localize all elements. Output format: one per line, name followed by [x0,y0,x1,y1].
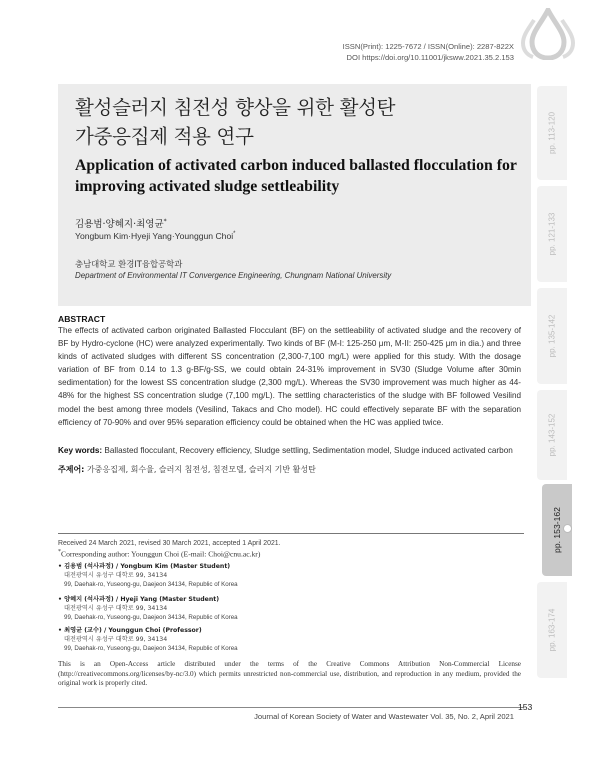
corresponding-author-text: Corresponding author: Younggun Choi (E-mail: Choi@cnu.ac.kr) [61,549,261,559]
journal-citation: Journal of Korean Society of Water and Wastewater Vol. 35, No. 2, April 2021 [254,712,514,721]
keywords-label: Key words: [58,446,103,455]
side-tab-135-142[interactable] [537,288,567,384]
korean-title-line-1: 활성슬러지 침전성 향상을 위한 활성탄 [75,96,396,119]
author-info-kim: • 김용범 (석사과정) / Yongbum Kim (Master Student) 대전광역시 유성구 대학로 99, 34134 99, Daehak-ro, Yuseong-gu, Daejeon 34134, Republic of Korea [58,563,478,589]
side-tab-121-133[interactable] [537,186,567,282]
corresponding-mark: * [233,231,236,238]
side-tab-label: pp. 135-142 [547,314,557,358]
keywords-korean [58,464,528,475]
affiliation-korean: 충남대학교 환경IT융합공학과 [75,259,183,269]
author-address-korean: 대전광역시 유성구 대학로 99, 34134 [64,635,168,643]
korean-title [75,93,525,151]
side-tab-label: pp. 113-120 [547,111,557,155]
received-dates: Received 24 March 2021, revised 30 March 2021, accepted 1 April 2021. [58,540,281,547]
keywords [58,446,528,455]
author-name: 양혜지 (석사과정) / Hyeji Yang (Master Student) [64,596,220,603]
side-tab-163-174[interactable] [537,582,567,678]
side-tab-label: pp. 121-133 [547,212,557,256]
author-info-choi: • 최영균 (교수) / Younggun Choi (Professor) 대전광역시 유성구 대학로 99, 34134 99, Daehak-ro, Yuseong-gu, Daejeon 34134, Republic of Korea [58,627,478,653]
affiliation-english: Department of Environmental IT Convergence Engineering, Chungnam National University [75,271,392,280]
keywords-korean-text: 가중응집제, 회수율, 슬러지 침전성, 침전모델, 슬러지 기반 활성탄 [86,465,316,474]
side-tab-label: pp. 163-174 [547,608,557,652]
issn-line: ISSN(Print): 1225-7672 / ISSN(Online): 2287-822X [342,42,514,51]
footnote-divider [58,533,524,534]
keywords-text: Ballasted flocculant, Recovery efficiency, Sludge settling, Sedimentation model, Sludge induced activated carbon [104,446,513,455]
page-number: 153 [518,702,533,712]
authors-english [75,231,235,241]
author-address-korean: 대전광역시 유성구 대학로 99, 34134 [64,571,168,579]
side-tab-113-120[interactable] [537,86,567,180]
corresponding-author [58,549,260,559]
author-name: 김용범 (석사과정) / Yongbum Kim (Master Student) [64,563,231,570]
corresponding-mark: * [163,217,167,225]
open-access-notice: This is an Open-Access article distributed under the terms of the Creative Commons Attribution Non-Commercial License (http://creativecommons.org/licenses/by-nc/3.0) which permits unrestricted non-commercial use, distribution, and reproduction in any medium, provided the original work is properly cited. [58,660,521,688]
author-address-korean: 대전광역시 유성구 대학로 99, 34134 [64,604,168,612]
english-title-line-2: improving activated sludge settleability [75,178,340,195]
water-drop-logo-icon [520,8,576,60]
author-name: 최영균 (교수) / Younggun Choi (Professor) [64,627,202,634]
footer-divider [58,707,524,708]
english-title-line-1: Application of activated carbon induced ballasted flocculation for [75,157,517,174]
side-tab-143-152[interactable] [537,390,567,480]
authors-korean-text: 김용범·양혜지·최영균 [75,219,164,230]
doi-line: DOI https://doi.org/10.11001/jksww.2021.35.2.153 [346,52,514,62]
abstract-body: The effects of activated carbon originated Ballasted Flocculant (BF) on the settleability of activated sludge and the recovery of BF by Hydro-cyclone (HC) were analyzed experimentally. Two kinds of BF (M-I: 125-250 μm, M-II: 250-425 μm in dia.) and three kinds of activated sludges with different SS concentration (2,300-7,100 mg/L) were applied for this study. With the dosage variation of BF from 0.14 to 1.3 g-BF/g-SS, we could obtain 24-31% improvement in SV30 (Sludge Volume after 30min sedimentation) for the lowest SS concentration sludge (2,300 mg/L). Whereas the SV30 improvement was much higher as 44-48% for the highest SS concentration sludge (7,100 mg/L). The settling characteristics of the sludge with BF followed Vesilind model the best among three models (Vesilind, Takacs and Cho model). HC could effectively separate BF with the separation efficiency of 70-90% and over 95% separation efficiency could be obtained when the HC was applied twice. [58,326,521,427]
korean-title-line-2: 가중응집제 적용 연구 [75,125,254,148]
author-address-english: 99, Daehak-ro, Yuseong-gu, Daejeon 34134, Republic of Korea [64,580,238,588]
abstract-heading: ABSTRACT [58,314,106,324]
side-tab-label: pp. 143-152 [547,413,557,457]
author-address-english: 99, Daehak-ro, Yuseong-gu, Daejeon 34134, Republic of Korea [64,613,238,621]
active-tab-marker [563,524,572,533]
issn-doi-block [290,42,514,63]
authors-korean [75,216,167,230]
side-tab-label: pp. 153-162 [552,507,562,553]
author-info-yang: • 양혜지 (석사과정) / Hyeji Yang (Master Student) 대전광역시 유성구 대학로 99, 34134 99, Daehak-ro, Yuseong-gu, Daejeon 34134, Republic of Korea [58,596,478,622]
english-title [75,155,525,197]
author-address-english: 99, Daehak-ro, Yuseong-gu, Daejeon 34134, Republic of Korea [64,644,238,652]
corresponding-mark: * [58,549,61,555]
authors-english-text: Yongbum Kim·Hyeji Yang·Younggun Choi [75,231,234,241]
keywords-korean-label: 주제어: [58,465,85,474]
